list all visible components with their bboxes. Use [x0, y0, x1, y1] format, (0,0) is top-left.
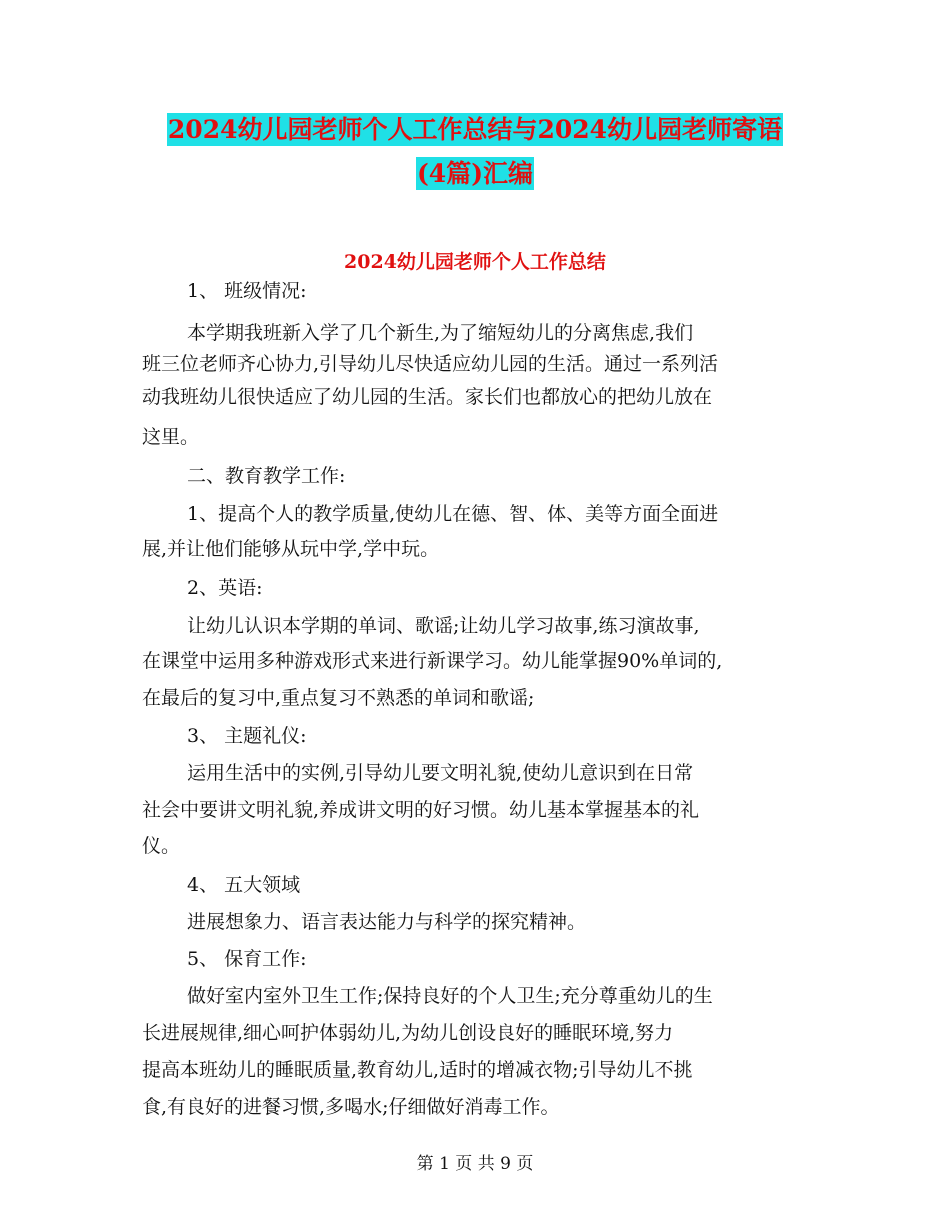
heading-care-work: 5、 保育工作: — [187, 948, 307, 970]
document-title-line-2: (4篇)汇编 — [416, 159, 534, 188]
heading-english: 2、英语: — [187, 577, 263, 599]
paragraph-line: 在课堂中运用多种游戏形式来进行新课学习。幼儿能掌握90%单词的, — [142, 650, 723, 672]
paragraph-line: 动我班幼儿很快适应了幼儿园的生活。家长们也都放心的把幼儿放在 — [142, 386, 713, 408]
heading-education-work: 二、教育教学工作: — [187, 465, 346, 487]
paragraph-line: 仪。 — [142, 835, 181, 857]
paragraph-line: 1、提高个人的教学质量,使幼儿在德、智、体、美等方面全面进 — [187, 503, 719, 525]
document-title-line-1: 2024幼儿园老师个人工作总结与2024幼儿园老师寄语 — [167, 115, 783, 144]
section-title: 2024幼儿园老师个人工作总结 — [344, 251, 606, 273]
paragraph-line: 长进展规律,细心呵护体弱幼儿,为幼儿创设良好的睡眠环境,努力 — [142, 1022, 674, 1044]
paragraph-line: 班三位老师齐心协力,引导幼儿尽快适应幼儿园的生活。通过一系列活 — [142, 353, 719, 375]
paragraph-line: 提高本班幼儿的睡眠质量,教育幼儿,适时的增减衣物;引导幼儿不挑 — [142, 1059, 693, 1081]
heading-class-situation: 1、 班级情况: — [187, 280, 307, 302]
paragraph-line: 进展想象力、语言表达能力与科学的探究精神。 — [187, 911, 587, 933]
paragraph-line: 食,有良好的进餐习惯,多喝水;仔细做好消毒工作。 — [142, 1096, 560, 1118]
paragraph-line: 运用生活中的实例,引导幼儿要文明礼貌,使幼儿意识到在日常 — [187, 762, 694, 784]
paragraph-line: 做好室内室外卫生工作;保持良好的个人卫生;充分尊重幼儿的生 — [187, 985, 713, 1007]
heading-etiquette: 3、 主题礼仪: — [187, 725, 307, 747]
paragraph-line: 让幼儿认识本学期的单词、歌谣;让幼儿学习故事,练习演故事, — [187, 615, 700, 637]
paragraph-line: 本学期我班新入学了几个新生,为了缩短幼儿的分离焦虑,我们 — [187, 322, 694, 344]
page-footer: 第 1 页 共 9 页 — [416, 1154, 534, 1174]
paragraph-line: 在最后的复习中,重点复习不熟悉的单词和歌谣; — [142, 687, 535, 709]
heading-five-domains: 4、 五大领域 — [187, 874, 301, 896]
paragraph-line: 这里。 — [142, 426, 200, 448]
paragraph-line: 社会中要讲文明礼貌,养成讲文明的好习惯。幼儿基本掌握基本的礼 — [142, 799, 700, 821]
paragraph-line: 展,并让他们能够从玩中学,学中玩。 — [142, 538, 440, 560]
